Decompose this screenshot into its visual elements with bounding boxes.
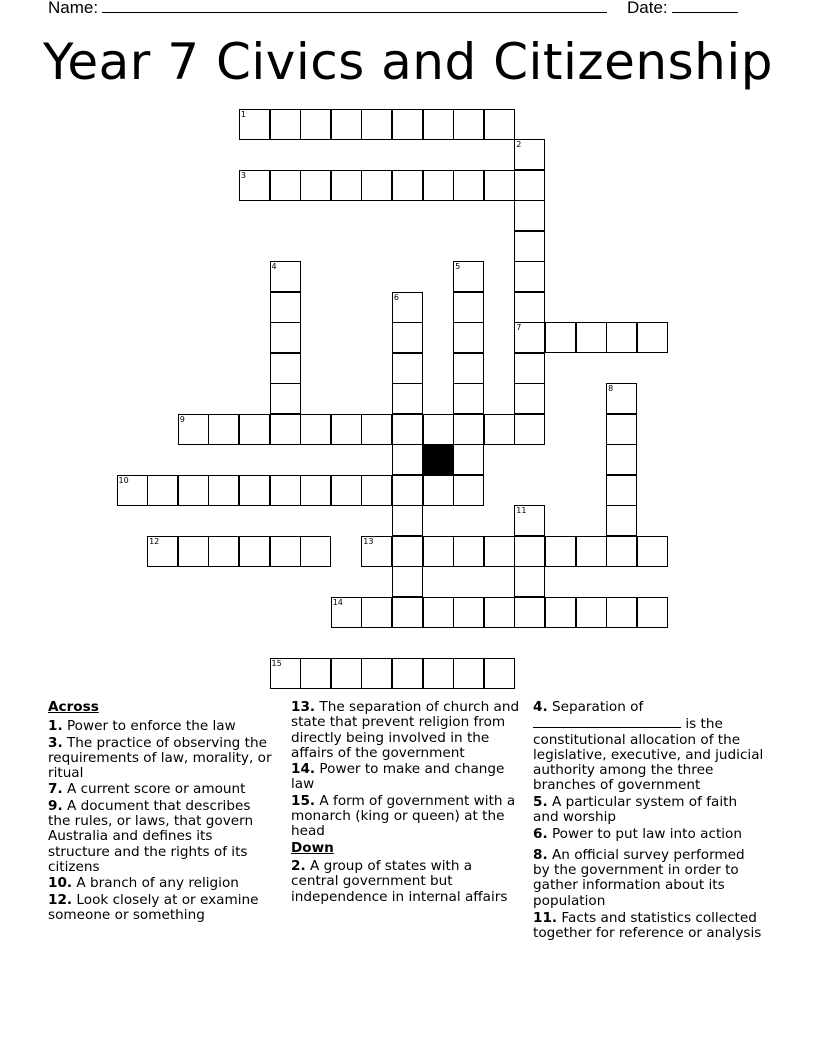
- grid-cell[interactable]: [178, 414, 209, 445]
- grid-cell[interactable]: [239, 536, 270, 567]
- grid-cell[interactable]: [331, 658, 362, 689]
- grid-cell[interactable]: [392, 597, 423, 628]
- grid-cell[interactable]: [606, 597, 637, 628]
- clue-number: 2: [516, 140, 522, 149]
- grid-cell[interactable]: [514, 322, 545, 353]
- grid-cell[interactable]: [392, 292, 423, 323]
- clue-number: 9: [179, 414, 185, 424]
- grid-cell[interactable]: [392, 109, 423, 140]
- grid-cell[interactable]: [361, 536, 392, 567]
- grid-cell[interactable]: [361, 414, 392, 445]
- grid-cell[interactable]: [270, 414, 301, 445]
- grid-cell[interactable]: [453, 475, 484, 506]
- grid-cell[interactable]: [484, 658, 515, 689]
- grid-cell[interactable]: [514, 231, 545, 262]
- grid-cell[interactable]: [545, 536, 576, 567]
- clue-number: 4: [271, 262, 277, 271]
- grid-cell[interactable]: [331, 170, 362, 201]
- grid-cell[interactable]: [300, 414, 331, 445]
- grid-cell[interactable]: [453, 292, 484, 323]
- grid-cell[interactable]: [117, 475, 148, 506]
- grid-cell[interactable]: [208, 536, 239, 567]
- grid-cell[interactable]: [300, 109, 331, 140]
- grid-cell[interactable]: [453, 383, 484, 414]
- grid-cell[interactable]: [270, 353, 301, 384]
- grid-cell[interactable]: [178, 475, 209, 506]
- grid-cell[interactable]: [514, 261, 545, 292]
- grid-cell[interactable]: [484, 536, 515, 567]
- grid-cell[interactable]: [545, 322, 576, 353]
- grid-cell[interactable]: [606, 536, 637, 567]
- clue-down-2: 2. A group of states with a central government but independence in internal affairs: [291, 857, 508, 905]
- clue-number: 12: [149, 536, 160, 546]
- grid-cell[interactable]: [453, 170, 484, 201]
- clues-column-3: [533, 700, 765, 942]
- grid-cell[interactable]: [423, 109, 454, 140]
- clue-across-1: 1. Power to enforce the law: [48, 718, 236, 735]
- grid-cell[interactable]: [453, 597, 484, 628]
- clue-across-9: 9. A document that describes the rules, or laws, that govern Australia and defines its structure and the rights of its citizens: [48, 797, 254, 875]
- clue-number: 10: [118, 475, 129, 485]
- clue-number: 6: [393, 292, 399, 302]
- grid-cell[interactable]: [514, 292, 545, 323]
- grid-cell[interactable]: [514, 170, 545, 201]
- black-square: [423, 444, 454, 475]
- grid-cell[interactable]: [606, 505, 637, 536]
- grid-cell[interactable]: [606, 475, 637, 506]
- grid-cell[interactable]: [606, 383, 637, 414]
- grid-cell[interactable]: [514, 414, 545, 445]
- grid-cell[interactable]: [484, 109, 515, 140]
- grid-cell[interactable]: [239, 109, 270, 140]
- grid-cell[interactable]: [300, 475, 331, 506]
- down-heading: Down: [291, 839, 334, 856]
- grid-cell[interactable]: [270, 109, 301, 140]
- grid-cell[interactable]: [392, 322, 423, 353]
- grid-cell[interactable]: [514, 139, 545, 170]
- page-title: Year 7 Civics and Citizenship: [42, 33, 773, 91]
- grid-cell[interactable]: [361, 109, 392, 140]
- clue-number: 5: [455, 262, 461, 271]
- grid-cell[interactable]: [392, 566, 423, 597]
- grid-cell[interactable]: [270, 536, 301, 567]
- grid-cell[interactable]: [392, 383, 423, 414]
- grid-cell[interactable]: [453, 536, 484, 567]
- grid-cell[interactable]: [331, 597, 362, 628]
- grid-cell[interactable]: [270, 658, 301, 689]
- grid-cell[interactable]: [514, 536, 545, 567]
- clues-column-2: [291, 700, 521, 906]
- name-label: Name:: [48, 0, 99, 17]
- grid-cell[interactable]: [392, 475, 423, 506]
- grid-cell[interactable]: [239, 414, 270, 445]
- clue-down-11: 11. Facts and statistics collected together for reference or analysis: [533, 909, 762, 942]
- grid-cell[interactable]: [239, 475, 270, 506]
- grid-cell[interactable]: [576, 536, 607, 567]
- clue-down-8: 8. An official survey performed by the government in order to gather information about its population: [533, 846, 745, 909]
- grid-cell[interactable]: [423, 170, 454, 201]
- grid-cell[interactable]: [637, 322, 668, 353]
- grid-cell[interactable]: [392, 536, 423, 567]
- grid-cell[interactable]: [514, 200, 545, 231]
- grid-cell[interactable]: [270, 383, 301, 414]
- grid-cell[interactable]: [453, 353, 484, 384]
- clue-down-6: 6. Power to put law into action: [533, 826, 742, 843]
- clue-across-7: 7. A current score or amount: [48, 781, 246, 798]
- grid-cell[interactable]: [423, 597, 454, 628]
- grid-cell[interactable]: [270, 475, 301, 506]
- grid-cell[interactable]: [392, 658, 423, 689]
- grid-cell[interactable]: [514, 383, 545, 414]
- grid-cell[interactable]: [147, 536, 178, 567]
- date-label: Date:: [627, 0, 668, 17]
- clue-number: 1: [240, 109, 246, 119]
- grid-cell[interactable]: [637, 536, 668, 567]
- grid-cell[interactable]: [178, 536, 209, 567]
- grid-cell[interactable]: [392, 505, 423, 536]
- grid-cell[interactable]: [147, 475, 178, 506]
- grid-cell[interactable]: [484, 597, 515, 628]
- grid-cell[interactable]: [514, 353, 545, 384]
- grid-cell[interactable]: [576, 597, 607, 628]
- grid-cell[interactable]: [361, 658, 392, 689]
- grid-cell[interactable]: [576, 322, 607, 353]
- grid-cell[interactable]: [423, 475, 454, 506]
- grid-cell[interactable]: [514, 505, 545, 536]
- grid-cell[interactable]: [331, 109, 362, 140]
- clue-across-10: 10. A branch of any religion: [48, 875, 239, 892]
- grid-cell[interactable]: [453, 109, 484, 140]
- grid-cell[interactable]: [545, 597, 576, 628]
- clue-number: 13: [363, 536, 374, 546]
- grid-cell[interactable]: [300, 170, 331, 201]
- grid-cell[interactable]: [423, 536, 454, 567]
- clue-across-3: 3. The practice of observing the requirements of law, morality, or ritual: [48, 734, 272, 782]
- grid-cell[interactable]: [484, 170, 515, 201]
- clue-number: 15: [271, 658, 282, 668]
- grid-cell[interactable]: [361, 475, 392, 506]
- grid-cell[interactable]: [300, 658, 331, 689]
- grid-cell[interactable]: [606, 414, 637, 445]
- grid-cell[interactable]: [484, 414, 515, 445]
- grid-cell[interactable]: [270, 170, 301, 201]
- grid-cell[interactable]: [361, 170, 392, 201]
- clues-column-1: [48, 700, 273, 924]
- clue-number: 14: [332, 597, 343, 607]
- grid-cell[interactable]: [637, 597, 668, 628]
- clue-across-15: 15. A form of government with a monarch (king or queen) at the head: [291, 792, 516, 840]
- grid-cell[interactable]: [331, 475, 362, 506]
- grid-cell[interactable]: [392, 444, 423, 475]
- grid-cell[interactable]: [270, 261, 301, 292]
- grid-cell[interactable]: [453, 658, 484, 689]
- grid-cell[interactable]: [270, 292, 301, 323]
- grid-cell[interactable]: [453, 322, 484, 353]
- grid-cell[interactable]: [392, 170, 423, 201]
- clue-down-5: 5. A particular system of faith and worship: [533, 793, 738, 826]
- grid-cell[interactable]: [392, 414, 423, 445]
- clue-across-12: 12. Look closely at or examine someone or something: [48, 891, 259, 923]
- grid-cell[interactable]: [331, 414, 362, 445]
- grid-cell[interactable]: [453, 414, 484, 445]
- clue-across-14: 14. Power to make and change law: [291, 761, 505, 793]
- grid-cell[interactable]: [208, 475, 239, 506]
- grid-cell[interactable]: [514, 597, 545, 628]
- grid-cell[interactable]: [514, 566, 545, 597]
- grid-cell[interactable]: [423, 658, 454, 689]
- grid-cell[interactable]: [270, 322, 301, 353]
- clue-down-4: 4. Separation of is the constitutional allocation of the legislative, executive, and judicial authority among the three branches of government: [533, 699, 764, 794]
- across-heading: Across: [48, 699, 99, 715]
- grid-cell[interactable]: [208, 414, 239, 445]
- clue-across-13: 13. The separation of church and state that prevent religion from directly being involved in the affairs of the government: [291, 699, 520, 761]
- clue-number: 11: [516, 506, 527, 515]
- grid-cell[interactable]: [606, 322, 637, 353]
- fill-in-blank: [533, 715, 681, 728]
- grid-cell[interactable]: [423, 414, 454, 445]
- grid-cell[interactable]: [239, 170, 270, 201]
- clue-number: 8: [608, 384, 614, 393]
- clue-number: 7: [516, 323, 522, 332]
- clue-number: 3: [240, 170, 246, 180]
- grid-cell[interactable]: [300, 536, 331, 567]
- grid-cell[interactable]: [606, 444, 637, 475]
- grid-cell[interactable]: [453, 261, 484, 292]
- grid-cell[interactable]: [392, 353, 423, 384]
- grid-cell[interactable]: [361, 597, 392, 628]
- grid-cell[interactable]: [453, 444, 484, 475]
